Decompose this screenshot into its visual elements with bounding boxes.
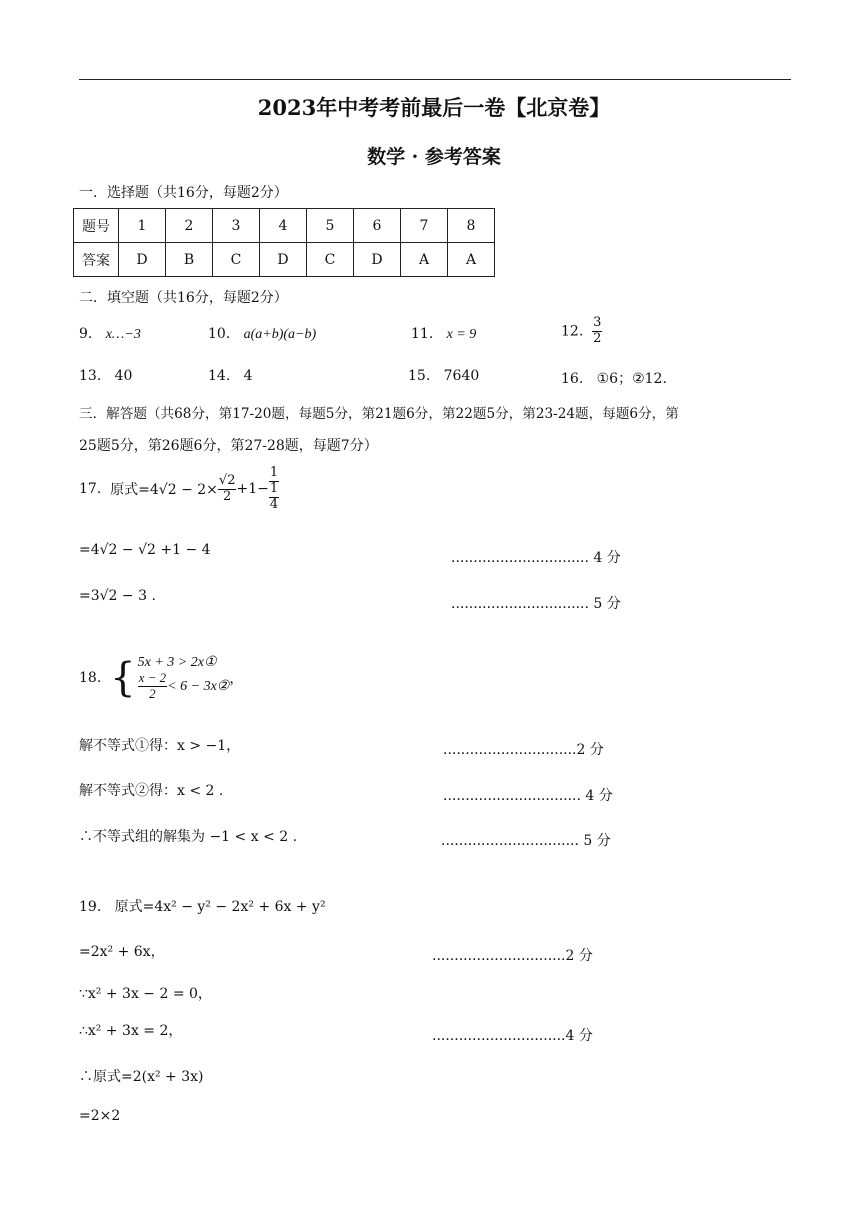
inequality-stack <box>138 654 230 702</box>
table-cell: 7 <box>401 209 448 243</box>
question-label: 17. <box>79 481 102 498</box>
table-cell: 8 <box>448 209 495 243</box>
section2-heading: 二．填空题（共16分，每题2分） <box>79 290 288 306</box>
q18-step2: 解不等式②得：x < 2 . <box>79 783 224 799</box>
item-label: 16. <box>561 371 584 387</box>
table-cell: A <box>448 243 495 277</box>
item-answer: ①6；②12. <box>596 371 667 387</box>
question-label: 18. <box>79 669 102 686</box>
question-label: 19. <box>79 899 102 915</box>
score-mark: ..............................4 分 <box>432 1028 593 1044</box>
inequality-rest: < 6 − 3x② <box>167 678 230 694</box>
fraction <box>592 316 602 347</box>
expression: 原式=4x² − y² − 2x² + 6x + y² <box>114 899 326 915</box>
expression: 原式=4√2 − 2× <box>110 482 218 499</box>
section1-heading: 一．选择题（共16分，每题2分） <box>79 185 288 201</box>
table-cell: A <box>401 243 448 277</box>
fill-item-13 <box>79 368 132 384</box>
fill-item-11 <box>411 326 476 343</box>
q19-line2: =2x² + 6x， <box>79 944 165 960</box>
inequality-1: 5x + 3 > 2x① <box>137 655 217 670</box>
fraction-denominator: 4 <box>269 496 279 512</box>
table-row <box>74 209 495 243</box>
fraction <box>218 474 237 505</box>
fill-item-9 <box>79 326 141 343</box>
table-cell: 3 <box>213 209 260 243</box>
score-mark: ..............................2 分 <box>443 742 604 758</box>
fill-item-14 <box>208 368 253 384</box>
section3-heading-line2: 25题5分，第26题6分，第27-28题，每题7分） <box>79 438 378 454</box>
item-label: 10. <box>208 326 231 342</box>
section3-heading-line1: 三．解答题（共68分，第17-20题，每题5分，第21题6分，第22题5分，第23-24题，每题6分，第 <box>79 406 679 422</box>
table-cell: C <box>213 243 260 277</box>
table-cell: D <box>260 243 307 277</box>
fill-item-15 <box>408 368 479 384</box>
table-cell: B <box>166 243 213 277</box>
fraction <box>138 671 168 702</box>
item-label: 15. <box>408 368 431 384</box>
table-cell: D <box>119 243 166 277</box>
score-mark: ............................... 4 分 <box>443 788 613 804</box>
fraction-numerator: 1 <box>269 480 279 496</box>
item-label: 13. <box>79 368 102 384</box>
inequality-2 <box>138 671 230 702</box>
fill-item-10 <box>208 326 316 343</box>
q18-step3: ∴不等式组的解集为 −1 < x < 2 . <box>79 829 298 845</box>
page-title: 2023年中考考前最后一卷【北京卷】 <box>257 95 611 120</box>
fill-item-16 <box>561 368 667 388</box>
item-label: 14. <box>208 368 231 384</box>
item-label: 11. <box>411 326 434 342</box>
fraction-numerator: 1 <box>269 465 279 480</box>
table-row <box>74 243 495 277</box>
q19-line1 <box>79 896 326 916</box>
q19-line6: =2×2 <box>79 1108 121 1124</box>
item-answer: x…−3 <box>105 327 141 342</box>
q17-line1 <box>79 466 279 513</box>
table-cell: 5 <box>307 209 354 243</box>
q17-line3: =3√2 − 3 . <box>79 588 156 604</box>
fraction <box>269 466 279 513</box>
fraction-denominator: 2 <box>149 685 156 701</box>
fraction-denominator: 2 <box>223 488 232 504</box>
row-label: 题号 <box>74 209 119 243</box>
item-label: 12. <box>561 323 584 340</box>
table-cell: 4 <box>260 209 307 243</box>
score-mark: ..............................2 分 <box>432 948 593 964</box>
fill-item-12 <box>561 316 602 347</box>
item-answer: 7640 <box>443 368 480 384</box>
score-mark: ............................... 5 分 <box>441 833 611 849</box>
q19-line3: ∵x² + 3x − 2 = 0， <box>79 986 212 1002</box>
item-answer: 40 <box>114 368 133 384</box>
item-answer: a(a+b)(a−b) <box>243 327 317 342</box>
item-answer: 4 <box>243 368 253 384</box>
page-subtitle: 数学 · 参考答案 <box>367 146 501 168</box>
table-cell: D <box>354 243 401 277</box>
fraction-numerator: √2 <box>218 472 236 488</box>
q19-line5: ∴原式=2(x² + 3x) <box>79 1069 204 1085</box>
answer-table <box>73 208 495 277</box>
fraction <box>269 482 279 513</box>
expression: +1− <box>236 481 269 498</box>
item-answer: x = 9 <box>446 327 477 342</box>
item-label: 9. <box>79 326 93 342</box>
table-cell: 6 <box>354 209 401 243</box>
comma: ， <box>229 670 244 687</box>
score-mark: ............................... 4 分 <box>451 550 621 566</box>
q18-system <box>79 654 243 702</box>
top-rule <box>79 79 791 80</box>
q18-step1: 解不等式①得：x > −1， <box>79 738 241 754</box>
table-cell: C <box>307 243 354 277</box>
fraction-denominator: 2 <box>593 330 602 346</box>
score-mark: ............................... 5 分 <box>451 596 621 612</box>
table-cell: 1 <box>119 209 166 243</box>
q17-line2: =4√2 − √2 +1 − 4 <box>79 542 211 558</box>
fraction-numerator: x − 2 <box>138 670 167 685</box>
table-cell: 2 <box>166 209 213 243</box>
row-label: 答案 <box>74 243 119 277</box>
fraction-numerator: 3 <box>593 315 602 330</box>
left-brace: { <box>110 654 136 701</box>
q19-line4: ∴x² + 3x = 2， <box>79 1023 183 1039</box>
